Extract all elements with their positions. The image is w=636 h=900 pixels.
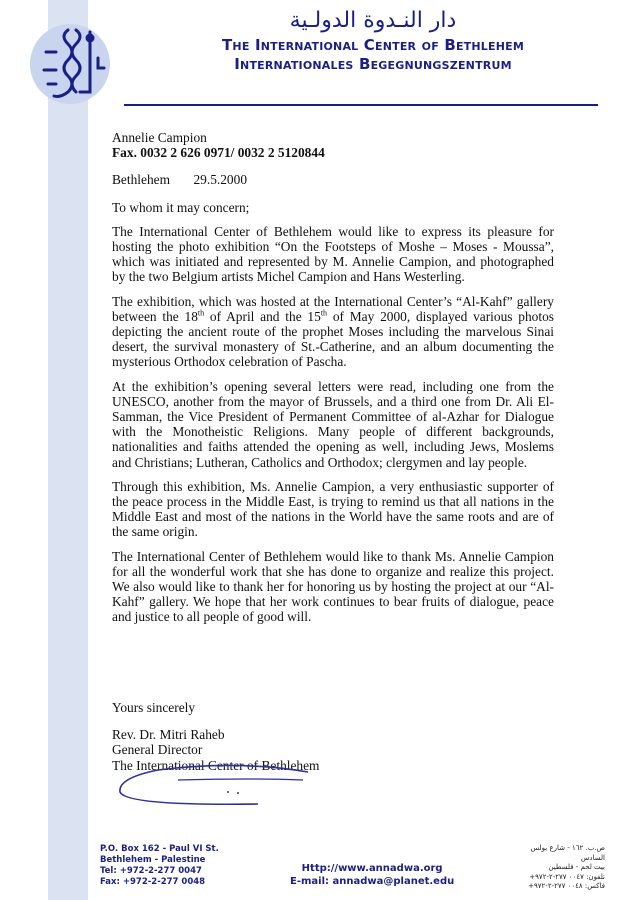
signatory-org: The International Center of Bethlehem	[112, 757, 320, 773]
german-title: Internationales Begegnungszentrum	[234, 55, 512, 73]
footer-contact	[290, 862, 454, 888]
footer-tel: Tel: +972-2-277 0047	[100, 866, 202, 876]
salutation: To whom it may concern;	[112, 199, 250, 215]
email-link[interactable]: E-mail: annadwa@planet.edu	[290, 876, 455, 887]
date: 29.5.2000	[193, 172, 248, 188]
header-divider	[124, 104, 598, 106]
footer-arabic-address: ص.ب. ١٦٢ - شارع بولس السادس بيت لحم - فلسطين تلفون: ٠٠٤٧ ٢٧٧-٢-٩٧٢+ فاكس: ٠٠٤٨ ٢٧٧-٢-٩٧٢+	[528, 844, 605, 890]
letterhead-header	[180, 6, 566, 74]
signatory-name: Rev. Dr. Mitri Raheb	[112, 727, 225, 743]
paragraph-4: Through this exhibition, Ms. Annelie Campion, a very enthusiastic supporter of the peace process in the Middle East, is trying to remind us that all nations in the Middle East and most of the nations in the World have the same roots and are of the same origin.	[112, 478, 554, 540]
paragraph-2: The exhibition, which was hosted at the International Center’s “Al-Kahf” gallery between the 18th of April and the 15th of May 2000, displayed various photos depicting the ancient route of the prophet Moses including the marvelous Sinai desert, the survival monastery of St.-Catherine, and an album documenting the mysterious Orthodox celebration of Pascha.	[112, 293, 554, 370]
closing: Yours sincerely	[112, 700, 196, 715]
recipient-fax: Fax. 0032 2 626 0971/ 0032 2 5120844	[112, 145, 325, 161]
website-link[interactable]: Http://www.annadwa.org	[301, 863, 443, 874]
footer-fax: Fax: +972-2-277 0048	[100, 877, 206, 887]
center-logo-icon	[28, 22, 112, 106]
place: Bethlehem	[112, 172, 171, 188]
handwritten-signature-icon	[118, 760, 348, 810]
paragraph-1: The International Center of Bethlehem would like to express its pleasure for hosting the photo exhibition “On the Footsteps of Moshe – Moses - Moussa”, which was initiated and represented by M. Annelie Campion, and photographed by the two Belgium artists Michel Campion and Hans Westerling.	[112, 223, 554, 285]
place-date	[112, 172, 554, 187]
arabic-title: دار النـدوة الدولـية	[289, 8, 457, 33]
paragraph-5: The International Center of Bethlehem would like to thank Ms. Annelie Campion for all the wonderful work that she has done to organize and realize this project. We also would like to thank her for honoring us by hosting the project at our “Al-Kahf” gallery. We hope that her work continues to bear fruits of dialogue, peace and justice to all people of good will.	[112, 548, 554, 625]
english-title: The International Center of Bethlehem	[222, 36, 524, 54]
paragraph-3: At the exhibition’s opening several letters were read, including one from the UNESCO, another from the mayor of Brussels, and a third one from Dr. Ali El-Samman, the Vice President of Permanent Committee of al-Azhar for Dialogue with the Monotheistic Religions. Many people of different backgrounds, nationalities and faiths attended the opening as well, including Jews, Moslems and Christians; Lutheran, Catholics and Orthodox; clergymen and lay people.	[112, 378, 554, 470]
letterhead-stripe	[48, 0, 88, 900]
letter-body	[112, 130, 554, 634]
signatory-title: General Director	[112, 742, 203, 758]
recipient-name: Annelie Campion	[112, 130, 207, 145]
footer-address: P.O. Box 162 - Paul VI St. Bethlehem - Palestine Tel: +972-2-277 0047 Fax: +972-2-277 0048	[100, 844, 219, 887]
